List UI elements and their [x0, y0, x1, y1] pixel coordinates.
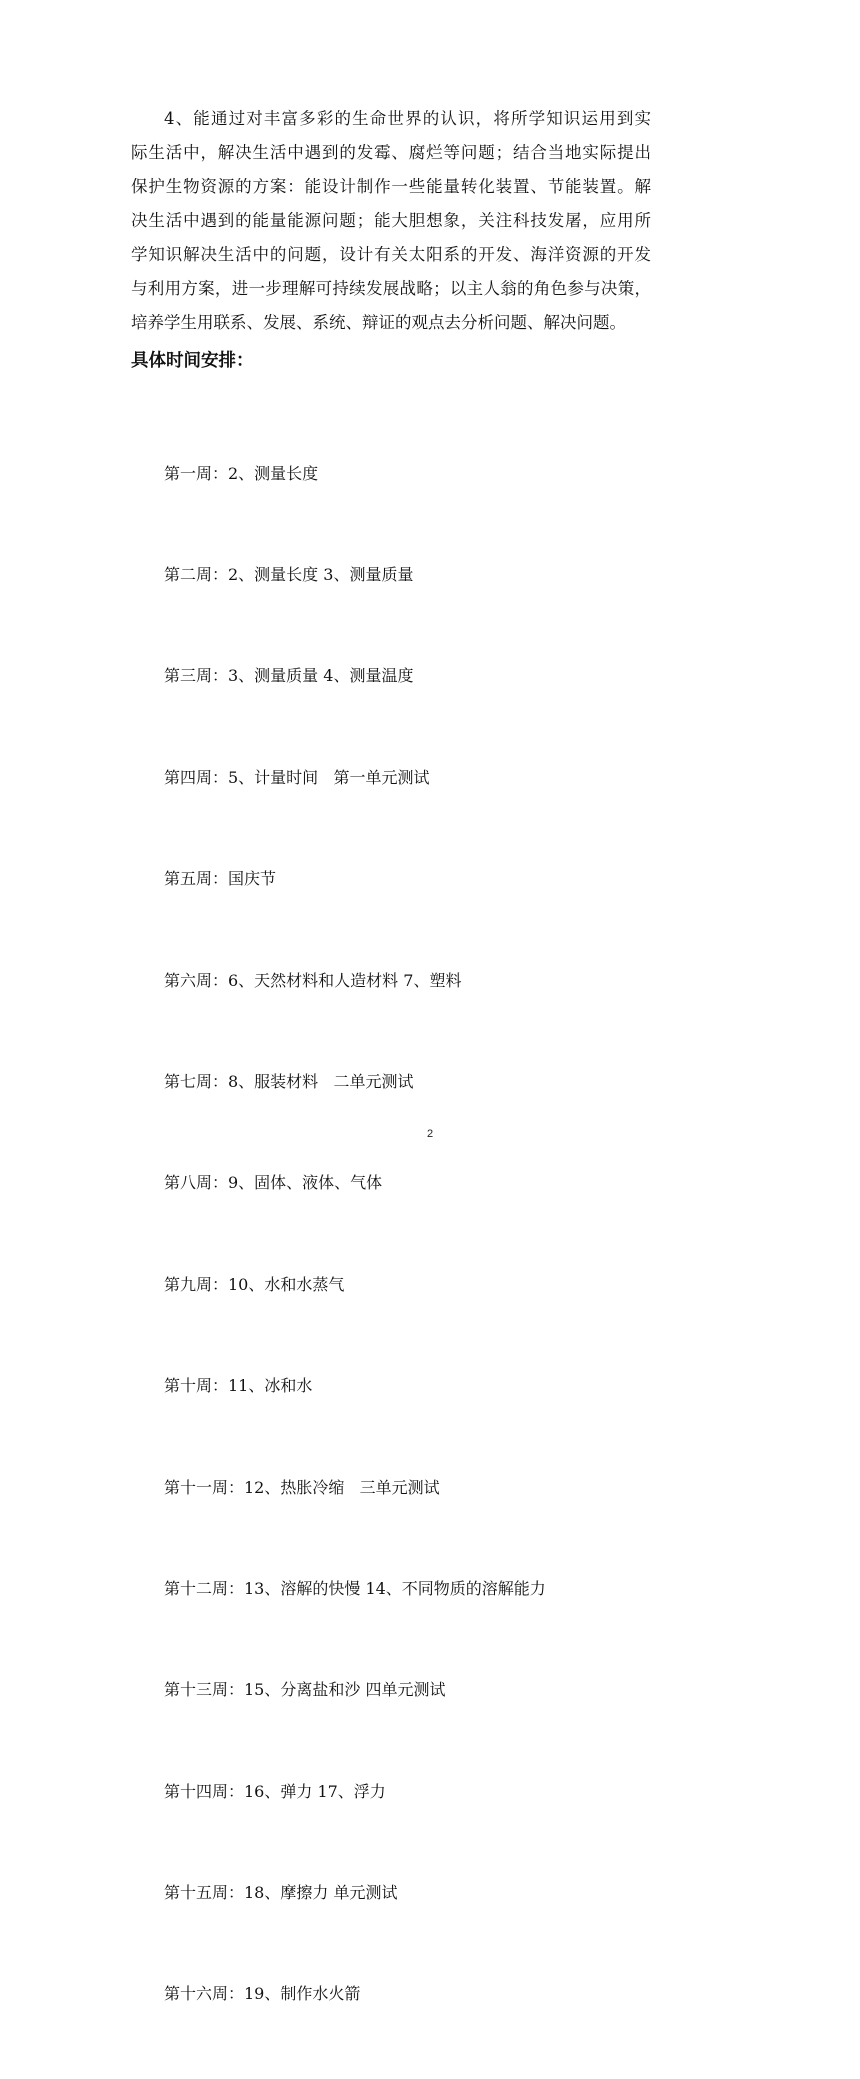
schedule-item: 第四周：5、计量时间 第一单元测试: [164, 767, 430, 787]
schedule-item: 第七周：8、服装材料 二单元测试: [164, 1071, 414, 1091]
paragraph-line: 学知识解决生活中的问题，设计有关太阳系的开发、海洋资源的开发: [131, 245, 651, 264]
paragraph-line: 4、能通过对丰富多彩的生命世界的认识，将所学知识运用到实: [164, 109, 651, 128]
paragraph-line: 际生活中，解决生活中遇到的发霉、腐烂等问题；结合当地实际提出: [131, 143, 651, 162]
schedule-item: 第三周：3、测量质量 4、测量温度: [164, 666, 414, 686]
page-number: 2: [426, 1128, 434, 1140]
schedule-item: 第十一周：12、热胀冷缩 三单元测试: [164, 1477, 440, 1497]
schedule-item: 第十周：11、冰和水: [164, 1376, 313, 1396]
schedule-item: 第十二周：13、溶解的快慢 14、不同物质的溶解能力: [164, 1578, 546, 1598]
schedule-item: 第十五周：18、摩擦力 单元测试: [164, 1883, 398, 1903]
schedule-heading: 具体时间安排：: [131, 351, 254, 371]
schedule-item: 第十四周：16、弹力 17、浮力: [164, 1781, 386, 1801]
schedule-item: 第九周：10、水和水蒸气: [164, 1274, 345, 1294]
paragraph-line: 保护生物资源的方案：能设计制作一些能量转化装置、节能装置。解: [131, 177, 651, 196]
schedule-item: 第八周：9、固体、液体、气体: [164, 1173, 383, 1193]
schedule-item: 第一周：2、测量长度: [164, 463, 319, 483]
paragraph-line: 与利用方案，进一步理解可持续发展战略；以主人翁的角色参与决策，: [131, 279, 651, 298]
body-paragraph: [131, 102, 651, 340]
paragraph-line: 决生活中遇到的能量能源问题；能大胆想象，关注科技发屠，应用所: [131, 211, 651, 230]
schedule-item: 第十六周：19、制作水火箭: [164, 1984, 361, 2004]
paragraph-line: 培养学生用联系、发展、系统、辩证的观点去分析问题、解决问题。: [131, 313, 626, 332]
schedule-item: 第二周：2、测量长度 3、测量质量: [164, 564, 414, 584]
schedule-item: 第五周：国庆节: [164, 869, 277, 889]
schedule-item: 第六周：6、天然材料和人造材料 7、塑料: [164, 970, 462, 990]
schedule-item: 第十三周：15、分离盐和沙 四单元测试: [164, 1680, 446, 1700]
schedule-list: [164, 389, 546, 2079]
